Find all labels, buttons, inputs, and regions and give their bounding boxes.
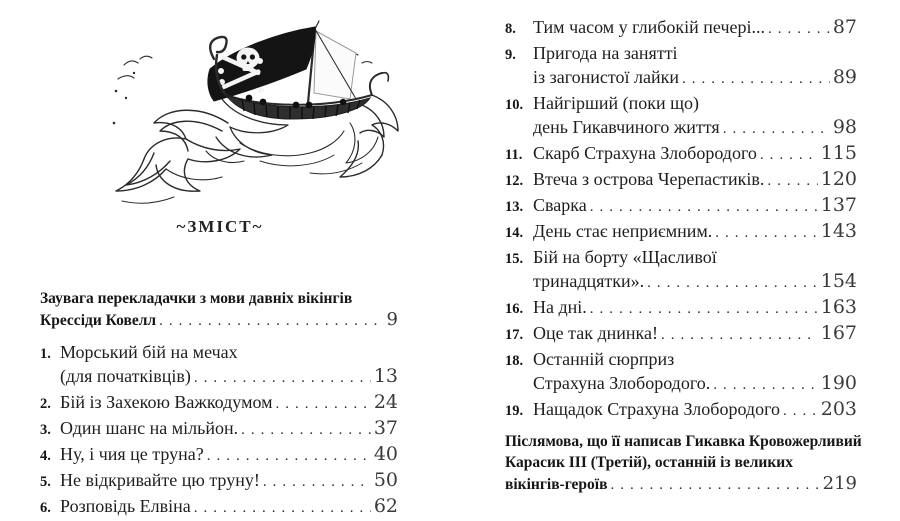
- toc-line: [40, 495, 398, 519]
- dot-leader: [783, 398, 818, 422]
- toc-line: [505, 142, 857, 166]
- chapter-number: 4.: [40, 448, 51, 464]
- chapter-number: 17.: [505, 327, 524, 343]
- chapter-number: 10.: [505, 97, 524, 113]
- chapter-title: Ну, і чия це труна?: [60, 444, 204, 464]
- chapter-title: (для початківців): [60, 366, 191, 386]
- toc-line: [505, 42, 857, 66]
- chapter-number: 11.: [505, 147, 523, 163]
- dot-leader: [159, 310, 383, 332]
- chapter-title: день Гикавчиного життя: [533, 117, 720, 137]
- page-number: 9: [386, 309, 398, 330]
- chapter-title: Морський бій на мечах: [60, 342, 238, 362]
- chapter-number: 2.: [40, 396, 51, 412]
- page-number: 50: [373, 469, 398, 491]
- page-number: 98: [832, 116, 857, 138]
- page-number: 154: [820, 270, 857, 292]
- chapter-title: Найгірший (поки що): [533, 93, 699, 113]
- chapter-title: День стає неприємним.: [533, 221, 713, 241]
- page-number: 24: [373, 391, 398, 413]
- chapter-number: 1.: [40, 346, 51, 362]
- chapter-number: 3.: [40, 422, 51, 438]
- toc-line: [505, 194, 857, 218]
- chapter-title: Післямова, що її написав Гикавка Кровожерливий: [505, 433, 862, 450]
- page-number: 163: [820, 296, 857, 318]
- chapter-title: Карасик III (Третій), останній із великих: [505, 454, 793, 471]
- toc-chapter-entry: [505, 220, 857, 244]
- page-number: 115: [820, 142, 857, 164]
- chapter-title: Нащадок Страхуна Злобородого: [533, 399, 781, 419]
- page-number: 203: [820, 398, 857, 420]
- left-wave: [116, 110, 244, 203]
- chapter-title: із загонистої лайки: [533, 67, 680, 87]
- toc-line: [40, 469, 398, 493]
- toc-chapter-entry: [505, 42, 857, 90]
- dot-leader: [768, 16, 830, 40]
- toc-chapter-entry: [505, 398, 857, 422]
- toc-line: [505, 431, 862, 452]
- toc-line: [40, 288, 398, 309]
- toc-matter-entry: [40, 288, 398, 332]
- contents-heading: ~ЗМІСТ~: [176, 217, 264, 236]
- dot-leader: [723, 116, 830, 140]
- toc-line: [40, 443, 398, 467]
- toc-line: [505, 348, 857, 372]
- page-number: 190: [820, 372, 857, 394]
- chapter-title: Тим часом у глибокій печері...: [533, 17, 765, 37]
- pirate-ship-illustration: [110, 2, 400, 214]
- chapter-number: 6.: [40, 500, 51, 516]
- toc-chapter-entry: [505, 92, 857, 140]
- chapter-number: 12.: [505, 173, 524, 189]
- chapter-title: вікінгів-героїв: [505, 476, 608, 493]
- chapter-title: тринадцятки».: [533, 271, 645, 291]
- toc-chapter-entry: [40, 469, 398, 493]
- chapter-number: 19.: [505, 403, 524, 419]
- chapter-number: 13.: [505, 199, 524, 215]
- chapter-title: Скарб Страхуна Злобородого: [533, 143, 757, 163]
- toc-line: [40, 417, 398, 441]
- dot-leader: [194, 365, 371, 389]
- page-number: 40: [373, 443, 398, 465]
- dot-leader: [263, 469, 371, 493]
- toc-line: [40, 365, 398, 389]
- chapter-number: 14.: [505, 225, 524, 241]
- toc-line: [505, 398, 857, 422]
- toc-line: [505, 473, 857, 496]
- chapter-title: Розповідь Елвіна: [60, 496, 191, 516]
- dot-leader: [760, 142, 818, 166]
- page-number: 89: [832, 66, 857, 88]
- chapter-title: Останній сюрприз: [533, 349, 675, 369]
- toc-line: [505, 246, 857, 270]
- toc-line: [505, 168, 857, 192]
- chapter-title: Не відкривайте цю труну!: [60, 470, 260, 490]
- chapter-number: 15.: [505, 251, 524, 267]
- toc-chapter-entry: [40, 443, 398, 467]
- page-number: 87: [832, 16, 857, 38]
- page-number: 143: [820, 220, 857, 242]
- toc-chapter-entry: [505, 142, 857, 166]
- dot-leader: [647, 270, 818, 294]
- toc-line: [505, 116, 857, 140]
- toc-line: [505, 322, 857, 346]
- toc-chapter-entry: [505, 194, 857, 218]
- toc-matter-entry: [505, 431, 862, 496]
- chapter-number: 5.: [40, 474, 51, 490]
- toc-chapter-entry: [40, 495, 398, 519]
- toc-line: [505, 452, 857, 473]
- toc-chapter-entry: [505, 246, 857, 294]
- page-number: 62: [373, 495, 398, 517]
- page-number: 167: [820, 322, 857, 344]
- toc-line: [505, 220, 857, 244]
- chapter-title: Один шанс на мільйон.: [60, 418, 239, 438]
- dot-leader: [590, 296, 818, 320]
- toc-line: [505, 296, 857, 320]
- chapter-number: 16.: [505, 301, 524, 317]
- chapter-number: 9.: [505, 47, 516, 63]
- chapter-title: Бій на борту «Щасливої: [533, 247, 717, 267]
- toc-line: [505, 66, 857, 90]
- page-number: 219: [822, 473, 857, 494]
- chapter-title: Втеча з острова Черепастиків.: [533, 169, 765, 189]
- toc-chapter-entry: [505, 16, 857, 40]
- dot-leader: [194, 495, 371, 519]
- chapter-number: 18.: [505, 353, 524, 369]
- dot-leader: [767, 168, 817, 192]
- toc-line: [40, 341, 398, 365]
- dot-leader: [276, 391, 371, 415]
- chapter-title: Оце так днинка!: [533, 323, 658, 343]
- page-number: 37: [373, 417, 398, 439]
- toc-chapter-entry: [40, 417, 398, 441]
- dot-leader: [207, 443, 371, 467]
- page-number: 137: [820, 194, 857, 216]
- toc-right-column: [505, 16, 862, 499]
- toc-chapter-entry: [505, 348, 857, 396]
- toc-line: [505, 92, 857, 116]
- toc-chapter-entry: [40, 391, 398, 415]
- dot-leader: [682, 66, 830, 90]
- dot-leader: [661, 322, 818, 346]
- chapter-title: Пригода на занятті: [533, 43, 678, 63]
- toc-line: [505, 270, 857, 294]
- page-number: 120: [820, 168, 857, 190]
- chapter-title: Сварка: [533, 195, 587, 215]
- dot-leader: [241, 417, 371, 441]
- chapter-title: Бій із Захекою Важкодумом: [60, 392, 273, 412]
- toc-chapter-entry: [505, 296, 857, 320]
- chapter-title: Крессіди Ковелл: [40, 312, 157, 329]
- toc-chapter-entry: [505, 322, 857, 346]
- toc-chapter-entry: [40, 341, 398, 389]
- toc-line: [505, 372, 857, 396]
- chapter-number: 8.: [505, 21, 516, 37]
- dot-leader: [715, 220, 817, 244]
- dot-leader: [610, 474, 819, 496]
- toc-chapter-entry: [505, 168, 857, 192]
- toc-line: [40, 391, 398, 415]
- chapter-title: Заувага перекладачки з мови давніх вікінгів: [40, 290, 353, 307]
- toc-line: [505, 16, 857, 40]
- chapter-title: Страхуна Злобородого.: [533, 373, 711, 393]
- dot-leader: [713, 372, 817, 396]
- toc-line: [40, 309, 398, 332]
- dot-leader: [590, 194, 818, 218]
- page-number: 13: [373, 365, 398, 387]
- chapter-title: На дні.: [533, 297, 587, 317]
- toc-left-column: [40, 288, 398, 521]
